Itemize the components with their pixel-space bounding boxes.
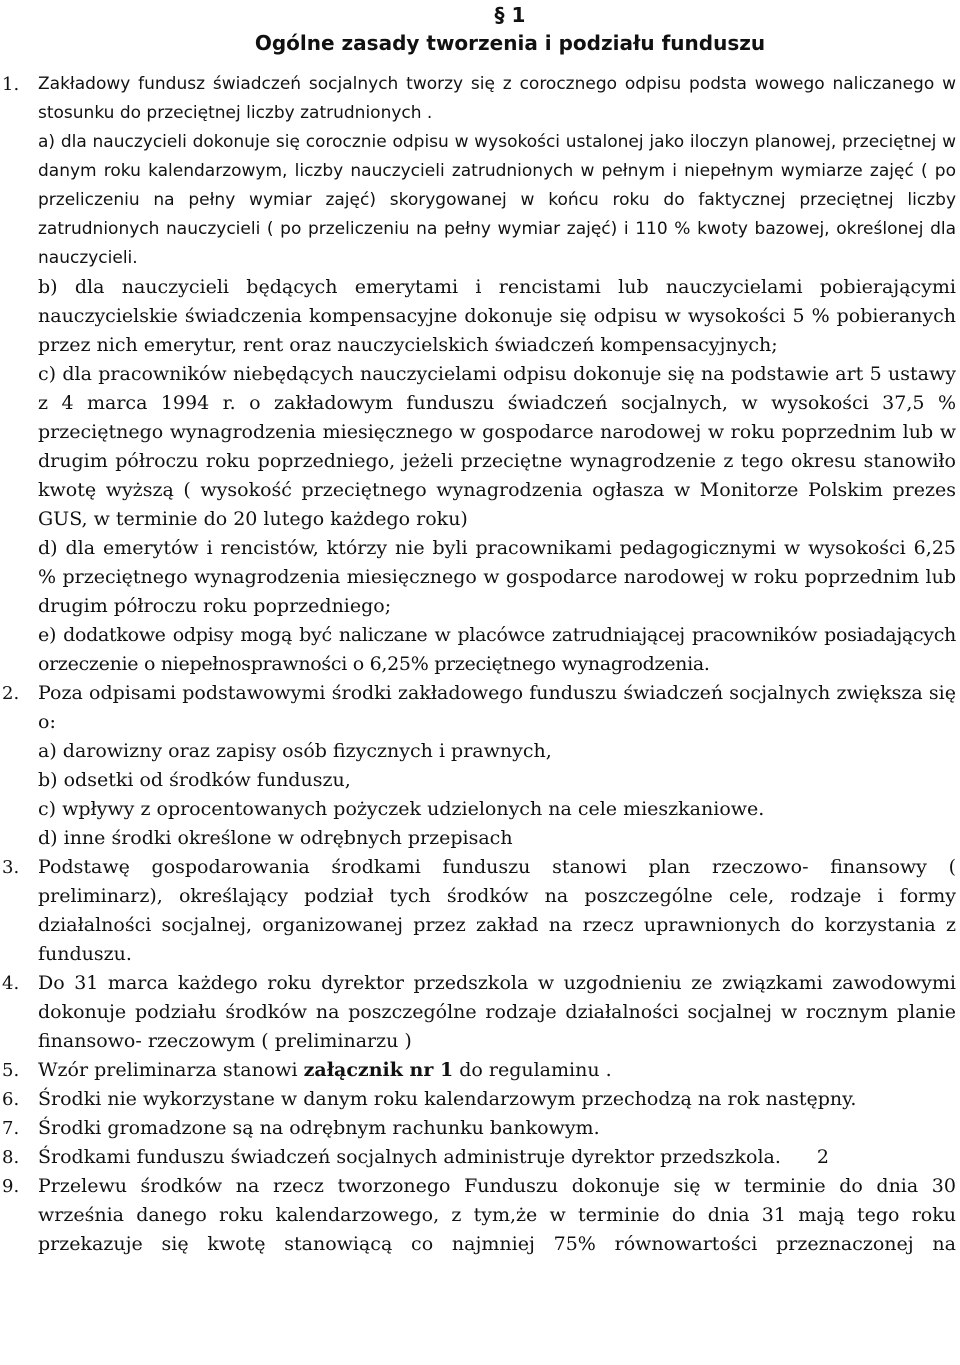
item-number: 9.: [2, 1176, 20, 1197]
item-7-text: Środki gromadzone są na odrębnym rachunku bankowym.: [38, 1117, 600, 1139]
list-item-7: [0, 1114, 960, 1143]
item-2-point-d: d) inne środki określone w odrębnych przepisach: [38, 827, 513, 849]
item-8-text: [38, 1143, 956, 1172]
item-2-point-b: b) odsetki od środków funduszu,: [38, 769, 351, 791]
list-item-9: [0, 1172, 960, 1259]
item-number: 4.: [2, 973, 20, 994]
item-number: 7.: [2, 1118, 20, 1139]
item-5-text-before: Wzór preliminarza stanowi: [38, 1059, 304, 1081]
item-9-text: Przelewu środków na rzecz tworzonego Funduszu dokonuje się w terminie do dnia 30 września danego roku kalendarzowego, z tym,że w terminie do dnia 31 mają tego roku przekazuje się kwotę stanowiącą co najmniej 75% równowartości przeznaczonej na: [38, 1175, 956, 1255]
item-number: 6.: [2, 1089, 20, 1110]
rules-list: [0, 70, 960, 1259]
item-2-point-a: a) darowizny oraz zapisy osób fizycznych i prawnych,: [38, 740, 552, 762]
list-item-8: [0, 1143, 960, 1172]
item-2-point-c: c) wpływy z oprocentowanych pożyczek udzielonych na cele mieszkaniowe.: [38, 798, 765, 820]
item-5-text-after: do regulaminu .: [453, 1059, 612, 1081]
item-number: 5.: [2, 1060, 20, 1081]
item-3-text: Podstawę gospodarowania środkami funduszu stanowi plan rzeczowo- finansowy ( preliminarz), określający podział tych środków na poszczególne cele, rodzaje i formy działalności socjalnej, organizowanej przez zakład na rzecz uprawnionych do korzystania z funduszu.: [38, 856, 956, 965]
item-number: 8.: [2, 1147, 20, 1168]
section-title: Ogólne zasady tworzenia i podziału funduszu: [254, 31, 766, 55]
list-item-1: [0, 70, 960, 679]
item-1-point-d: d) dla emerytów i rencistów, którzy nie byli pracownikami pedagogicznymi w wysokości 6,25 % przeciętnego wynagrodzenia miesięcznego w gospodarce narodowej w roku poprzednim lub drugim półroczu roku poprzedniego;: [38, 537, 956, 617]
item-number: 3.: [2, 857, 20, 878]
list-item-2: [0, 679, 960, 853]
item-6-text: Środki nie wykorzystane w danym roku kalendarzowym przechodzą na rok następny.: [38, 1088, 857, 1110]
item-1-intro: Zakładowy fundusz świadczeń socjalnych tworzy się z corocznego odpisu podsta wowego naliczanego w stosunku do przeciętnej liczby zatrudnionych .: [38, 74, 956, 123]
item-1-point-c: c) dla pracowników niebędących nauczycielami odpisu dokonuje się na podstawie art 5 ustawy z 4 marca 1994 r. o zakładowym funduszu świadczeń socjalnych, w wysokości 37,5 % przeciętnego wynagrodzenia miesięcznego w gospodarce narodowej w roku poprzednim lub w drugim półroczu roku poprzedniego, jeżeli przeciętne wynagrodzenie z tego okresu stanowiło kwotę wyższą ( wysokość przeciętnego wynagrodzenia ogłasza w Monitorze Polskim prezes GUS, w terminie do 20 lutego każdego roku): [38, 363, 956, 530]
item-1-point-e: e) dodatkowe odpisy mogą być naliczane w placówce zatrudniającej pracowników posiadających orzeczenie o niepełnosprawności o 6,25% przeciętnego wynagrodzenia.: [38, 624, 956, 675]
item-number: 2.: [2, 683, 20, 704]
item-1-point-b: b) dla nauczycieli będących emerytami i rencistami lub nauczycielami pobierającymi nauczycielskie świadczenia kompensacyjne dokonuje się odpisu w wysokości 5 % pobieranych przez nich emerytur, rent oraz nauczycielskich świadczeń kompensacyjnych;: [38, 276, 956, 356]
section-number: § 1: [494, 3, 526, 27]
item-1-point-a: a) dla nauczycieli dokonuje się corocznie odpisu w wysokości ustalonej jako iloczyn planowej, przeciętnej w danym roku kalendarzowym, liczby nauczycieli zatrudnionych w pełnym i niepełnym wymiarze zajęć ( po przeliczeniu na pełny wymiar zajęć) skorygowanej w końcu roku do faktycznej przeciętnej liczby zatrudnionych nauczycieli ( po przeliczeniu na pełny wymiar zajęć) i 110 % kwoty bazowej, określonej dla nauczycieli.: [38, 132, 956, 268]
page-number: 2: [816, 1146, 830, 1168]
item-5-text: [38, 1056, 956, 1085]
list-item-5: [0, 1056, 960, 1085]
item-8-text-body: Środkami funduszu świadczeń socjalnych administruje dyrektor przedszkola.: [38, 1146, 781, 1168]
item-number: 1.: [2, 74, 20, 95]
list-item-4: [0, 969, 960, 1056]
list-item-3: [0, 853, 960, 969]
section-heading: [60, 0, 960, 58]
list-item-6: [0, 1085, 960, 1114]
attachment-reference: załącznik nr 1: [303, 1059, 454, 1081]
item-2-intro: Poza odpisami podstawowymi środki zakładowego funduszu świadczeń socjalnych zwiększa się o:: [38, 682, 956, 733]
item-4-text: Do 31 marca każdego roku dyrektor przedszkola w uzgodnieniu ze związkami zawodowymi dokonuje podziału środków na poszczególne rodzaje działalności socjalnej w rocznym planie finansowo- rzeczowym ( preliminarzu ): [38, 972, 956, 1052]
